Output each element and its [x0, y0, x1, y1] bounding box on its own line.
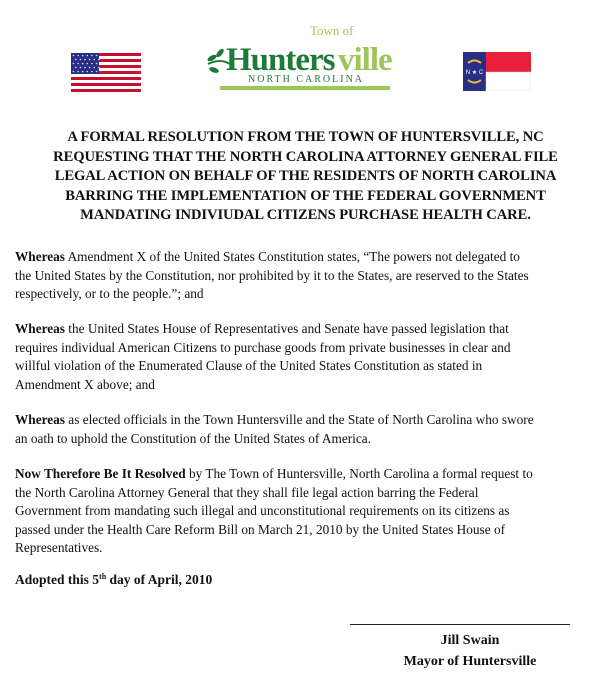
paragraph-line: Amendment X of the United States Constitution states, “The powers not delegated to	[64, 249, 520, 264]
signer-name: Jill Swain	[440, 633, 500, 648]
adopted-date	[15, 572, 212, 588]
us-flag-star	[82, 55, 84, 57]
paragraph-line: passed under the Health Care Reform Bill on March 21, 2010 by the United States House of	[15, 521, 506, 537]
us-flag-star	[75, 59, 77, 61]
us-flag-stripe	[71, 77, 141, 80]
us-flag-stripe	[71, 80, 141, 83]
logo-underline	[220, 86, 390, 90]
us-flag-star	[96, 55, 98, 57]
us-flag-star	[96, 71, 98, 73]
paragraph-line: by The Town of Huntersville, North Carolina a formal request to	[185, 466, 533, 481]
us-flag-star	[89, 67, 91, 69]
adopted-suffix: day of April, 2010	[106, 572, 213, 587]
us-flag-star	[91, 63, 93, 65]
us-flag-star	[73, 63, 75, 65]
us-flag-star	[91, 55, 93, 57]
paragraph-lead: Whereas	[15, 412, 65, 427]
us-flag-icon	[71, 53, 141, 92]
us-flag-star	[87, 63, 89, 65]
nc-flag-letters: N ★ C	[465, 70, 484, 76]
us-flag-star	[91, 71, 93, 73]
paragraph-line: respectively, or to the people.”; and	[15, 286, 204, 302]
paragraph-line: as elected officials in the Town Huntersville and the State of North Carolina who swore	[64, 412, 534, 427]
us-flag-star	[73, 71, 75, 73]
title-line: MANDATING INDIVIUDAL CITIZENS PURCHASE HEALTH CARE.	[80, 207, 531, 224]
nc-flag-icon	[463, 52, 531, 91]
us-flag-star	[87, 71, 89, 73]
paragraph-line: the United States House of Representatives and Senate have passed legislation that	[64, 321, 509, 336]
huntersville-logo	[200, 20, 400, 92]
title-line: REQUESTING THAT THE NORTH CAROLINA ATTORNEY GENERAL FILE	[53, 148, 558, 165]
signature-line	[350, 624, 570, 625]
us-flag-star	[77, 71, 79, 73]
us-flag-star	[84, 67, 86, 69]
signature-block	[350, 630, 590, 672]
us-flag-star	[80, 59, 82, 61]
us-flag-star	[89, 59, 91, 61]
us-flag-star	[93, 67, 95, 69]
logo-state: NORTH CAROLINA	[248, 74, 365, 85]
logo-name-light: ville	[338, 42, 392, 78]
whereas-paragraph-3	[15, 411, 600, 448]
paragraph-line: the North Carolina Attorney General that they shall file legal action barring the Federal	[15, 484, 479, 500]
us-flag-canton	[71, 53, 99, 74]
us-flag-star	[82, 71, 84, 73]
paragraph-lead: Whereas	[15, 321, 65, 336]
us-flag-star	[73, 55, 75, 57]
us-flag-star	[87, 55, 89, 57]
adopted-prefix: Adopted this 5	[15, 572, 100, 587]
title-line: BARRING THE IMPLEMENTATION OF THE FEDERAL GOVERNMENT	[65, 187, 546, 204]
whereas-paragraph-2	[15, 320, 600, 394]
paragraph-line: an oath to uphold the Constitution of the United States of America.	[15, 430, 372, 446]
signer-title: Mayor of Huntersville	[403, 654, 537, 669]
resolved-paragraph	[15, 465, 600, 558]
resolution-title	[20, 128, 591, 226]
paragraph-line: the United States by the Constitution, nor prohibited by it to the States, are reserved to the States	[15, 267, 529, 283]
paragraph-line: requires individual American Citizens to purchase goods from private businesses in clear and	[15, 339, 511, 355]
paragraph-lead: Whereas	[15, 249, 65, 264]
adopted-ordinal: th	[99, 572, 107, 581]
paragraph-line: willful violation of the Enumerated Clause of the United States Constitution as stated in	[15, 358, 483, 374]
us-flag-star	[77, 55, 79, 57]
us-flag-stripe	[71, 74, 141, 77]
whereas-paragraph-1	[15, 248, 600, 304]
us-flag-star	[98, 59, 100, 61]
logo-town-of: Town of	[310, 23, 354, 38]
us-flag-stripe	[71, 83, 141, 86]
paragraph-line: Amendment X above; and	[15, 376, 155, 392]
paragraph-lead: Now Therefore Be It Resolved	[15, 466, 186, 481]
paragraph-line: Representatives.	[15, 540, 103, 556]
us-flag-stripe	[71, 86, 141, 89]
logo-name-dark: Hunters	[226, 42, 335, 78]
us-flag-star	[98, 67, 100, 69]
us-flag-star	[77, 63, 79, 65]
us-flag-star	[75, 67, 77, 69]
us-flag-star	[84, 59, 86, 61]
us-flag-stripe	[71, 89, 141, 92]
title-line: A FORMAL RESOLUTION FROM THE TOWN OF HUNTERSVILLE, NC	[67, 129, 544, 145]
us-flag-star	[80, 67, 82, 69]
us-flag-star	[96, 63, 98, 65]
paragraph-line: Government from mandating such illegal and unconstitutional requirements on its citizens as	[15, 503, 510, 519]
us-flag-star	[93, 59, 95, 61]
title-line: LEGAL ACTION ON BEHALF OF THE RESIDENTS OF NORTH CAROLINA	[54, 168, 557, 185]
us-flag-star	[82, 63, 84, 65]
